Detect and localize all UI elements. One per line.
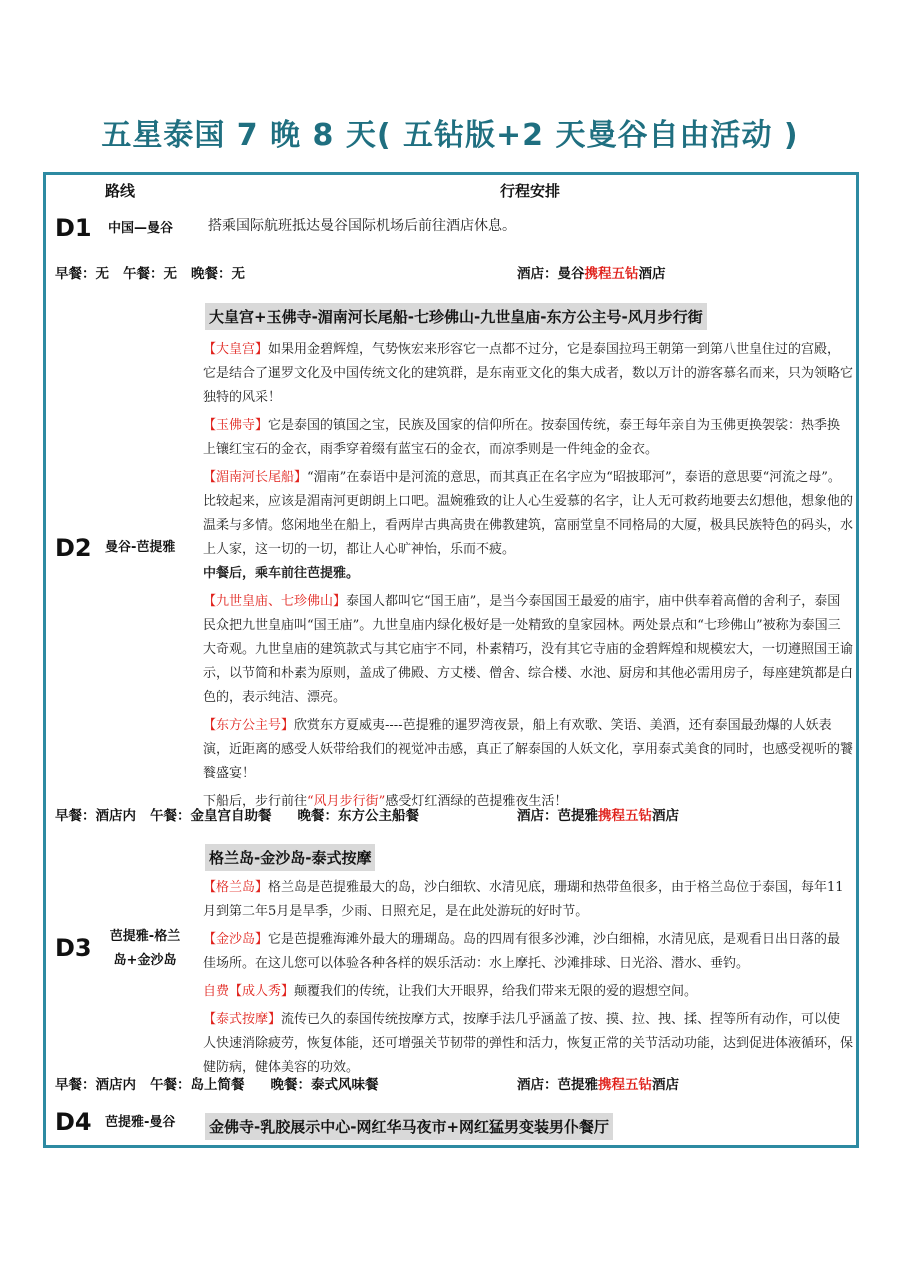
d2-paragraph: 中餐后，乘车前往芭提雅。 <box>203 566 360 581</box>
day-label-d3: D3 <box>55 934 92 962</box>
d2-lunch: 午餐：金皇宫自助餐 <box>150 808 272 824</box>
d2-dinner: 晚餐：东方公主船餐 <box>297 808 419 824</box>
d2-paragraph: 下船后，步行前往“风月步行街”感受灯红酒绿的芭提雅夜生活！ <box>203 794 568 809</box>
route-d1: 中国—曼谷 <box>108 221 174 236</box>
d3-highlight: 格兰岛-金沙岛-泰式按摩 <box>205 844 375 871</box>
d3-paragraph: 【金沙岛】它是芭提雅海滩外最大的珊瑚岛。岛的四周有很多沙滩，沙白细棉，水清见底，是观看日出日落的最佳场所。在这儿您可以体验各种各样的娱乐活动：水上摩托、沙滩排球、日光浴、潜水、垂钓。 <box>203 932 841 971</box>
d1-dinner: 晚餐：无 <box>191 266 245 282</box>
d1-breakfast: 早餐：无 <box>55 266 109 282</box>
d2-highlight: 大皇宫+玉佛寺-湄南河长尾船-七珍佛山-九世皇庙-东方公主号-风月步行街 <box>205 303 707 330</box>
d3-paragraph: 自费【成人秀】颠覆我们的传统，让我们大开眼界，给我们带来无限的爱的遐想空间。 <box>203 984 698 999</box>
d2-breakfast: 早餐：酒店内 <box>55 808 136 824</box>
d3-meals <box>55 1073 393 1093</box>
day-label-d2: D2 <box>55 534 92 562</box>
d2-meals <box>55 804 433 824</box>
d3-details <box>203 876 853 1084</box>
d3-hotel: 酒店：芭提雅携程五钻酒店 <box>517 1077 679 1093</box>
route-d4: 芭提雅-曼谷 <box>105 1115 176 1130</box>
schedule-column-header: 行程安排 <box>500 182 561 200</box>
d2-paragraph: 【九世皇庙、七珍佛山】泰国人都叫它“国王庙”，是当今泰国国王最爱的庙宇，庙中供奉着高僧的舍利子，泰国民众把九世皇庙叫“国王庙”。九世皇庙内绿化极好是一处精致的皇家园林。两处景点和“七珍佛山”被称为泰国三大奇观。九世皇庙的建筑款式与其它庙宇不同，朴素精巧，没有其它寺庙的金碧辉煌和规模宏大，一切遵照国王谕示，以节简和朴素为原则，盖成了佛殿、方丈楼、僧舍、综合楼、水池、厨房和其他必需用房子，每座建筑都是白色的，表示纯洁、漂亮。 <box>203 594 854 705</box>
d2-paragraph: 【湄南河长尾船】“湄南”在泰语中是河流的意思，而其真正在名字应为“昭披耶河”，泰语的意思要“河流之母”。比较起来，应该是湄南河更朗朗上口吧。温婉雅致的让人心生爱慕的名字，让人无可救药地要去幻想他，想象他的温柔与多情。悠闲地坐在船上，看两岸古典高贵在佛教建筑，富丽堂皇不同格局的大厦，极具民族特色的码头，水上人家，这一切的一切，都让人心旷神怡，乐而不疲。 <box>203 470 854 557</box>
d3-paragraph: 【格兰岛】格兰岛是芭提雅最大的岛，沙白细软、水清见底，珊瑚和热带鱼很多，由于格兰岛位于泰国，每年11月到第二年5月是旱季，少雨、日照充足，是在此处游玩的好时节。 <box>203 880 844 919</box>
d2-details <box>203 338 853 818</box>
day-label-d4: D4 <box>55 1108 92 1136</box>
d3-paragraph: 【泰式按摩】流传已久的泰国传统按摩方式，按摩手法几乎涵盖了按、摸、拉、拽、揉、捏等所有动作，可以使人快速消除疲劳，恢复体能，还可增强关节韧带的弹性和活力，恢复正常的关节活动功能，达到促进体液循环，保健防病，健体美容的功效。 <box>203 1012 854 1075</box>
route-column-header: 路线 <box>105 182 136 200</box>
d4-highlight: 金佛寺-乳胶展示中心-网红华马夜市+网红猛男变装男仆餐厅 <box>205 1113 613 1140</box>
d2-hotel: 酒店：芭提雅携程五钻酒店 <box>517 808 679 824</box>
route-d2: 曼谷-芭提雅 <box>105 540 176 555</box>
d2-paragraph: 【玉佛寺】它是泰国的镇国之宝，民族及国家的信仰所在。按泰国传统，泰王每年亲自为玉佛更换袈裟：热季换上镶红宝石的金衣，雨季穿着缀有蓝宝石的金衣，而凉季则是一件纯金的金衣。 <box>203 418 841 457</box>
d3-lunch: 午餐：岛上简餐 <box>150 1077 245 1093</box>
d3-breakfast: 早餐：酒店内 <box>55 1077 136 1093</box>
d2-paragraph: 【东方公主号】欣赏东方夏威夷----芭提雅的暹罗湾夜景，船上有欢歌、笑语、美酒，还有泰国最劲爆的人妖表演，近距离的感受人妖带给我们的视觉冲击感，真正了解泰国的人妖文化，享用泰式美食的同时，也感受视听的饕餮盛宴！ <box>203 718 854 781</box>
d1-meals <box>55 262 259 282</box>
d3-dinner: 晚餐：泰式风味餐 <box>270 1077 379 1093</box>
d1-description: 搭乘国际航班抵达曼谷国际机场后前往酒店休息。 <box>208 218 516 234</box>
day-label-d1: D1 <box>55 214 92 242</box>
route-d3: 芭提雅-格兰 岛+金沙岛 <box>109 929 181 968</box>
page-title: 五星泰国 7 晚 8 天( 五钻版+2 天曼谷自由活动 ) <box>101 118 799 153</box>
d2-paragraph: 【大皇宫】如果用金碧辉煌，气势恢宏来形容它一点都不过分，它是泰国拉玛王朝第一到第八世皇住过的宫殿，它是结合了暹罗文化及中国传统文化的建筑群，是东南亚文化的集大成者，数以万计的游客慕名而来，只为领略它独特的风采！ <box>203 342 854 405</box>
d1-hotel: 酒店：曼谷携程五钻酒店 <box>517 266 666 282</box>
d1-lunch: 午餐：无 <box>123 266 177 282</box>
